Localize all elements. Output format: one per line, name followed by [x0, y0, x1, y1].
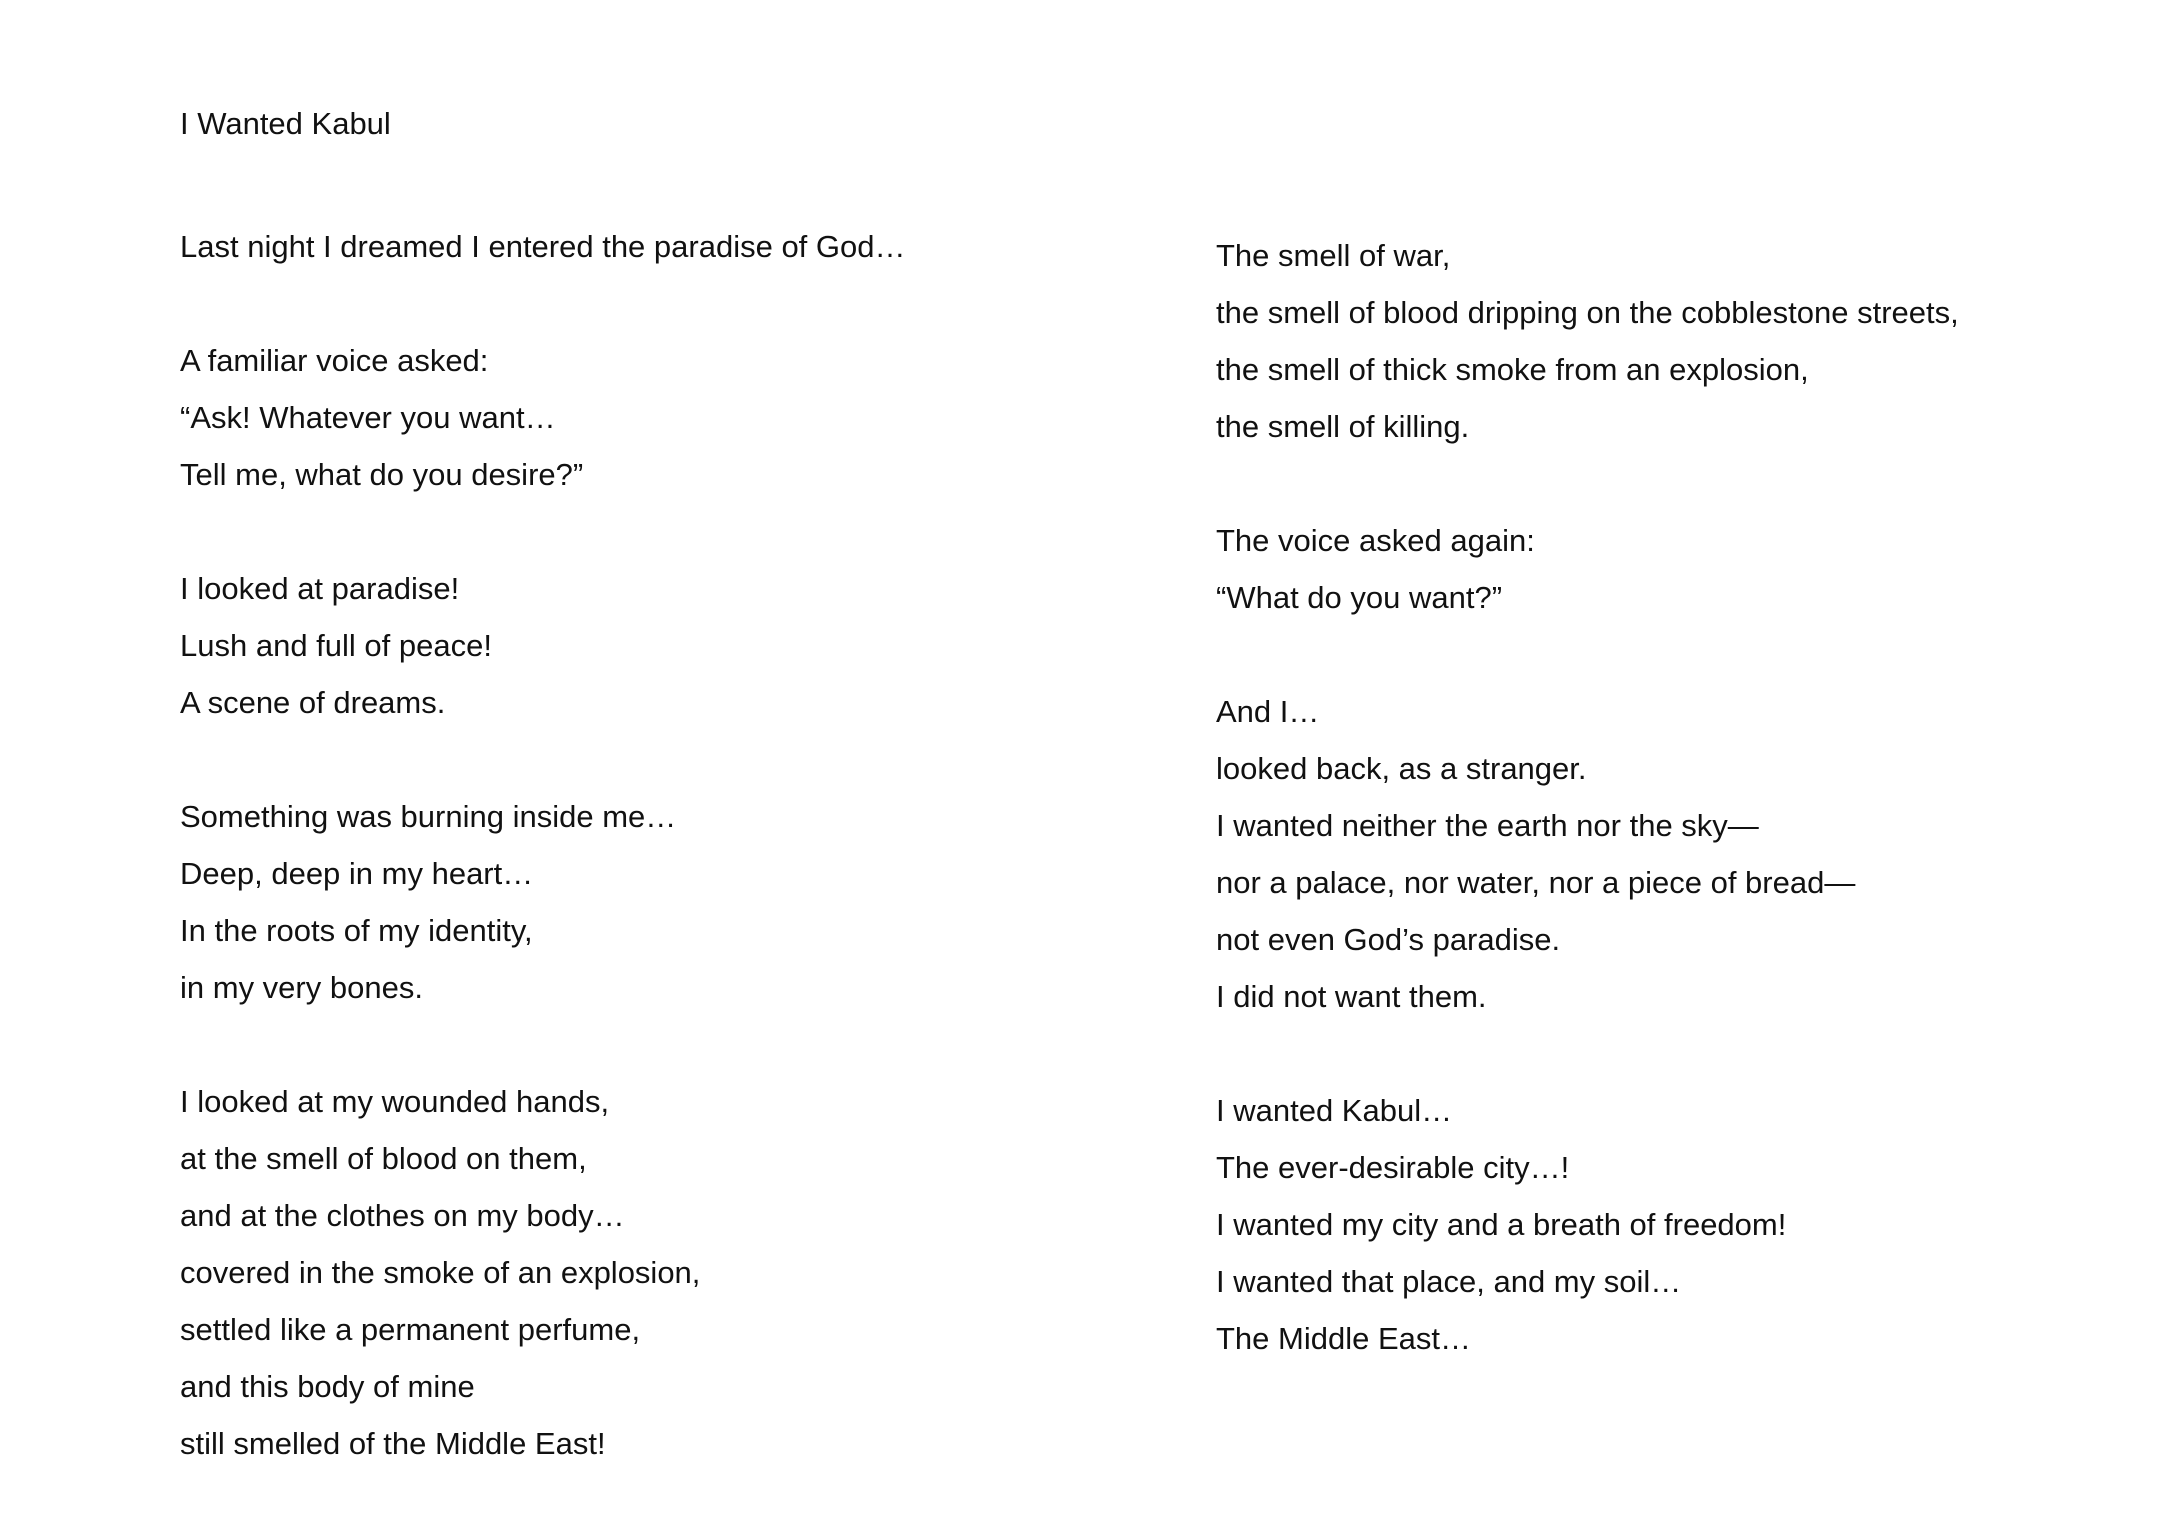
poem-stanza	[1216, 683, 2116, 1025]
poem-stanza	[1216, 227, 2116, 455]
poem-line: The smell of war,	[1216, 238, 1451, 273]
poem-line: the smell of killing.	[1216, 409, 1470, 444]
poem-line: I wanted neither the earth nor the sky—	[1216, 808, 1759, 843]
poem-line: I wanted my city and a breath of freedom!	[1216, 1207, 1787, 1242]
poem-line: the smell of thick smoke from an explosion,	[1216, 352, 1809, 387]
poem-line: And I…	[1216, 694, 1320, 729]
poem-line: and at the clothes on my body…	[180, 1198, 625, 1233]
poem-line: “What do you want?”	[1216, 580, 1503, 615]
poem-line: not even God’s paradise.	[1216, 922, 1561, 957]
poem-line: nor a palace, nor water, nor a piece of bread—	[1216, 865, 1856, 900]
poem-line: at the smell of blood on them,	[180, 1141, 587, 1176]
poem-line: settled like a permanent perfume,	[180, 1312, 641, 1347]
poem-line: Lush and full of peace!	[180, 628, 492, 663]
poem-right-column	[1216, 227, 2116, 1424]
poem-line: Tell me, what do you desire?”	[180, 457, 584, 492]
poem-line: I wanted Kabul…	[1216, 1093, 1453, 1128]
poem-line: I looked at paradise!	[180, 571, 460, 606]
poem-stanza	[180, 560, 1080, 731]
poem-line: covered in the smoke of an explosion,	[180, 1255, 701, 1290]
poem-line: I did not want them.	[1216, 979, 1487, 1014]
poem-line: Deep, deep in my heart…	[180, 856, 534, 891]
poem-stanza	[180, 332, 1080, 503]
poem-left-column	[180, 218, 1080, 1529]
poem-stanza	[180, 788, 1080, 1016]
poem-line: A scene of dreams.	[180, 685, 446, 720]
poem-line: looked back, as a stranger.	[1216, 751, 1587, 786]
poem-line: and this body of mine	[180, 1369, 475, 1404]
poem-line: In the roots of my identity,	[180, 913, 533, 948]
poem-line: “Ask! Whatever you want…	[180, 400, 556, 435]
poem-line: still smelled of the Middle East!	[180, 1426, 606, 1461]
poem-stanza	[180, 218, 1080, 275]
poem-stanza	[1216, 512, 2116, 626]
poem-line: in my very bones.	[180, 970, 423, 1005]
poem-stanza	[1216, 1082, 2116, 1367]
poem-line: A familiar voice asked:	[180, 343, 489, 378]
poem-line: I looked at my wounded hands,	[180, 1084, 610, 1119]
poem-line: I wanted that place, and my soil…	[1216, 1264, 1682, 1299]
poem-line: The ever-desirable city…!	[1216, 1150, 1570, 1185]
poem-title: I Wanted Kabul	[180, 106, 391, 141]
poem-line: the smell of blood dripping on the cobblestone streets,	[1216, 295, 1959, 330]
poem-line: The voice asked again:	[1216, 523, 1535, 558]
poem-stanza	[180, 1073, 1080, 1472]
poem-line: The Middle East…	[1216, 1321, 1471, 1356]
poem-line: Last night I dreamed I entered the paradise of God…	[180, 229, 906, 264]
poem-line: Something was burning inside me…	[180, 799, 677, 834]
